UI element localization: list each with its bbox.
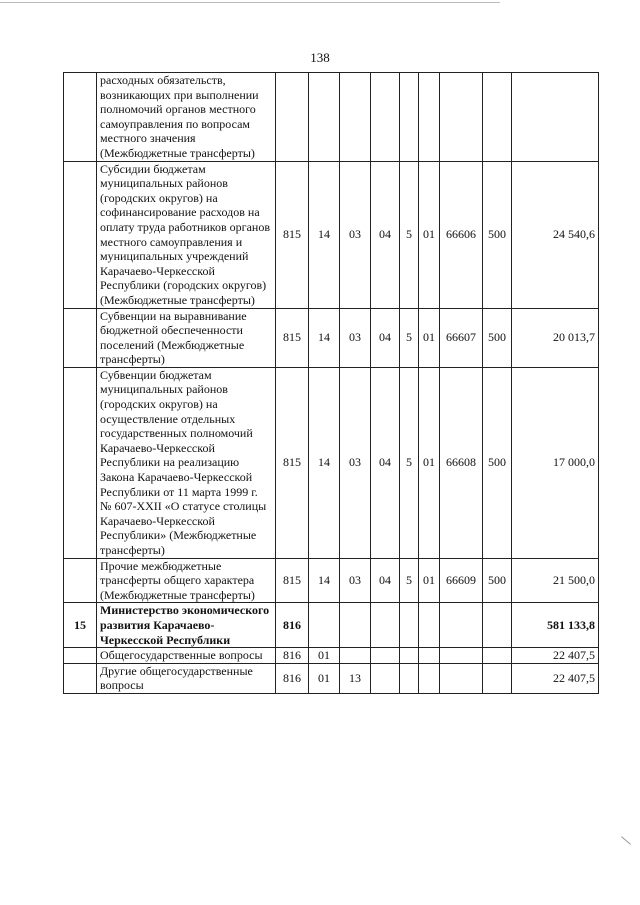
budget-table xyxy=(63,72,599,694)
row-name: Общегосударственные вопросы xyxy=(97,648,276,664)
code-direction: 66606 xyxy=(440,161,483,308)
page-number: 138 xyxy=(310,50,330,65)
code-subprogram: 5 xyxy=(400,367,419,558)
code-ministry: 815 xyxy=(276,308,309,367)
table-row xyxy=(64,663,599,693)
code-subsection xyxy=(340,603,371,648)
code-expense-type: 500 xyxy=(483,308,512,367)
code-main-event xyxy=(419,663,440,693)
code-subprogram: 5 xyxy=(400,558,419,603)
code-direction: 66608 xyxy=(440,367,483,558)
table-row xyxy=(64,161,599,308)
code-program xyxy=(371,663,400,693)
row-amount: 22 407,5 xyxy=(512,663,599,693)
code-program xyxy=(371,73,400,162)
code-direction xyxy=(440,663,483,693)
code-ministry: 816 xyxy=(276,603,309,648)
code-subprogram: 5 xyxy=(400,308,419,367)
code-direction xyxy=(440,73,483,162)
row-name: расходных обязательств, возникающих при выполнении полномочий органов местного самоуправления по вопросам местного значения (Межбюджетные трансферты) xyxy=(97,73,276,162)
row-name: Субвенции бюджетам муниципальных районов (городских округов) на осуществление отдельных государственных полномочий Карачаево-Черкесской Республики на реализацию Закона Карачаево-Черкесской Республики от 11 марта 1999 г. № 607-XXII «О статусе столицы Карачаево-Черкесской Республики» (Межбюджетные трансферты) xyxy=(97,367,276,558)
code-subprogram xyxy=(400,73,419,162)
row-amount: 21 500,0 xyxy=(512,558,599,603)
scan-mark xyxy=(621,836,631,844)
code-subprogram xyxy=(400,648,419,664)
row-number xyxy=(64,367,97,558)
code-subprogram xyxy=(400,663,419,693)
budget-table-body xyxy=(64,73,599,694)
code-section xyxy=(309,603,340,648)
code-section: 01 xyxy=(309,648,340,664)
row-number xyxy=(64,161,97,308)
code-subsection: 13 xyxy=(340,663,371,693)
row-number xyxy=(64,558,97,603)
row-number: 15 xyxy=(64,603,97,648)
code-expense-type xyxy=(483,73,512,162)
row-number xyxy=(64,663,97,693)
row-amount: 20 013,7 xyxy=(512,308,599,367)
row-name: Министерство экономического развития Карачаево-Черкесской Республики xyxy=(97,603,276,648)
code-section xyxy=(309,73,340,162)
code-ministry xyxy=(276,73,309,162)
code-main-event xyxy=(419,603,440,648)
scan-top-line xyxy=(0,2,500,3)
code-section: 14 xyxy=(309,161,340,308)
code-subsection: 03 xyxy=(340,161,371,308)
table-row xyxy=(64,648,599,664)
code-main-event xyxy=(419,648,440,664)
code-subprogram: 5 xyxy=(400,161,419,308)
code-expense-type: 500 xyxy=(483,367,512,558)
code-section: 14 xyxy=(309,558,340,603)
code-subsection: 03 xyxy=(340,308,371,367)
row-amount: 22 407,5 xyxy=(512,648,599,664)
table-row xyxy=(64,367,599,558)
row-number xyxy=(64,73,97,162)
code-program: 04 xyxy=(371,367,400,558)
code-expense-type: 500 xyxy=(483,558,512,603)
code-program: 04 xyxy=(371,161,400,308)
code-ministry: 816 xyxy=(276,648,309,664)
code-ministry: 815 xyxy=(276,161,309,308)
code-expense-type: 500 xyxy=(483,161,512,308)
code-main-event: 01 xyxy=(419,558,440,603)
code-expense-type xyxy=(483,603,512,648)
row-name: Прочие межбюджетные трансферты общего характера (Межбюджетные трансферты) xyxy=(97,558,276,603)
code-main-event: 01 xyxy=(419,367,440,558)
code-ministry: 815 xyxy=(276,558,309,603)
code-direction: 66609 xyxy=(440,558,483,603)
code-subsection: 03 xyxy=(340,367,371,558)
code-main-event: 01 xyxy=(419,308,440,367)
code-ministry: 816 xyxy=(276,663,309,693)
code-direction xyxy=(440,648,483,664)
code-expense-type xyxy=(483,663,512,693)
row-amount xyxy=(512,73,599,162)
code-direction: 66607 xyxy=(440,308,483,367)
code-program xyxy=(371,603,400,648)
code-subsection xyxy=(340,648,371,664)
code-subsection xyxy=(340,73,371,162)
code-ministry: 815 xyxy=(276,367,309,558)
row-name: Субвенции на выравнивание бюджетной обеспеченности поселений (Межбюджетные трансферты) xyxy=(97,308,276,367)
row-number xyxy=(64,308,97,367)
table-row xyxy=(64,308,599,367)
code-main-event xyxy=(419,73,440,162)
code-direction xyxy=(440,603,483,648)
code-program xyxy=(371,648,400,664)
table-row xyxy=(64,558,599,603)
code-subprogram xyxy=(400,603,419,648)
row-name: Другие общегосударственные вопросы xyxy=(97,663,276,693)
code-program: 04 xyxy=(371,558,400,603)
table-row xyxy=(64,603,599,648)
code-expense-type xyxy=(483,648,512,664)
code-subsection: 03 xyxy=(340,558,371,603)
row-amount: 581 133,8 xyxy=(512,603,599,648)
code-section: 14 xyxy=(309,308,340,367)
row-amount: 24 540,6 xyxy=(512,161,599,308)
code-section: 14 xyxy=(309,367,340,558)
row-amount: 17 000,0 xyxy=(512,367,599,558)
table-row xyxy=(64,73,599,162)
row-name: Субсидии бюджетам муниципальных районов (городских округов) на софинансирование расходов на оплату труда работников органов местного самоуправления и муниципальных учреждений Карачаево-Черкесской Республики (городских округов) (Межбюджетные трансферты) xyxy=(97,161,276,308)
code-main-event: 01 xyxy=(419,161,440,308)
code-section: 01 xyxy=(309,663,340,693)
code-program: 04 xyxy=(371,308,400,367)
row-number xyxy=(64,648,97,664)
